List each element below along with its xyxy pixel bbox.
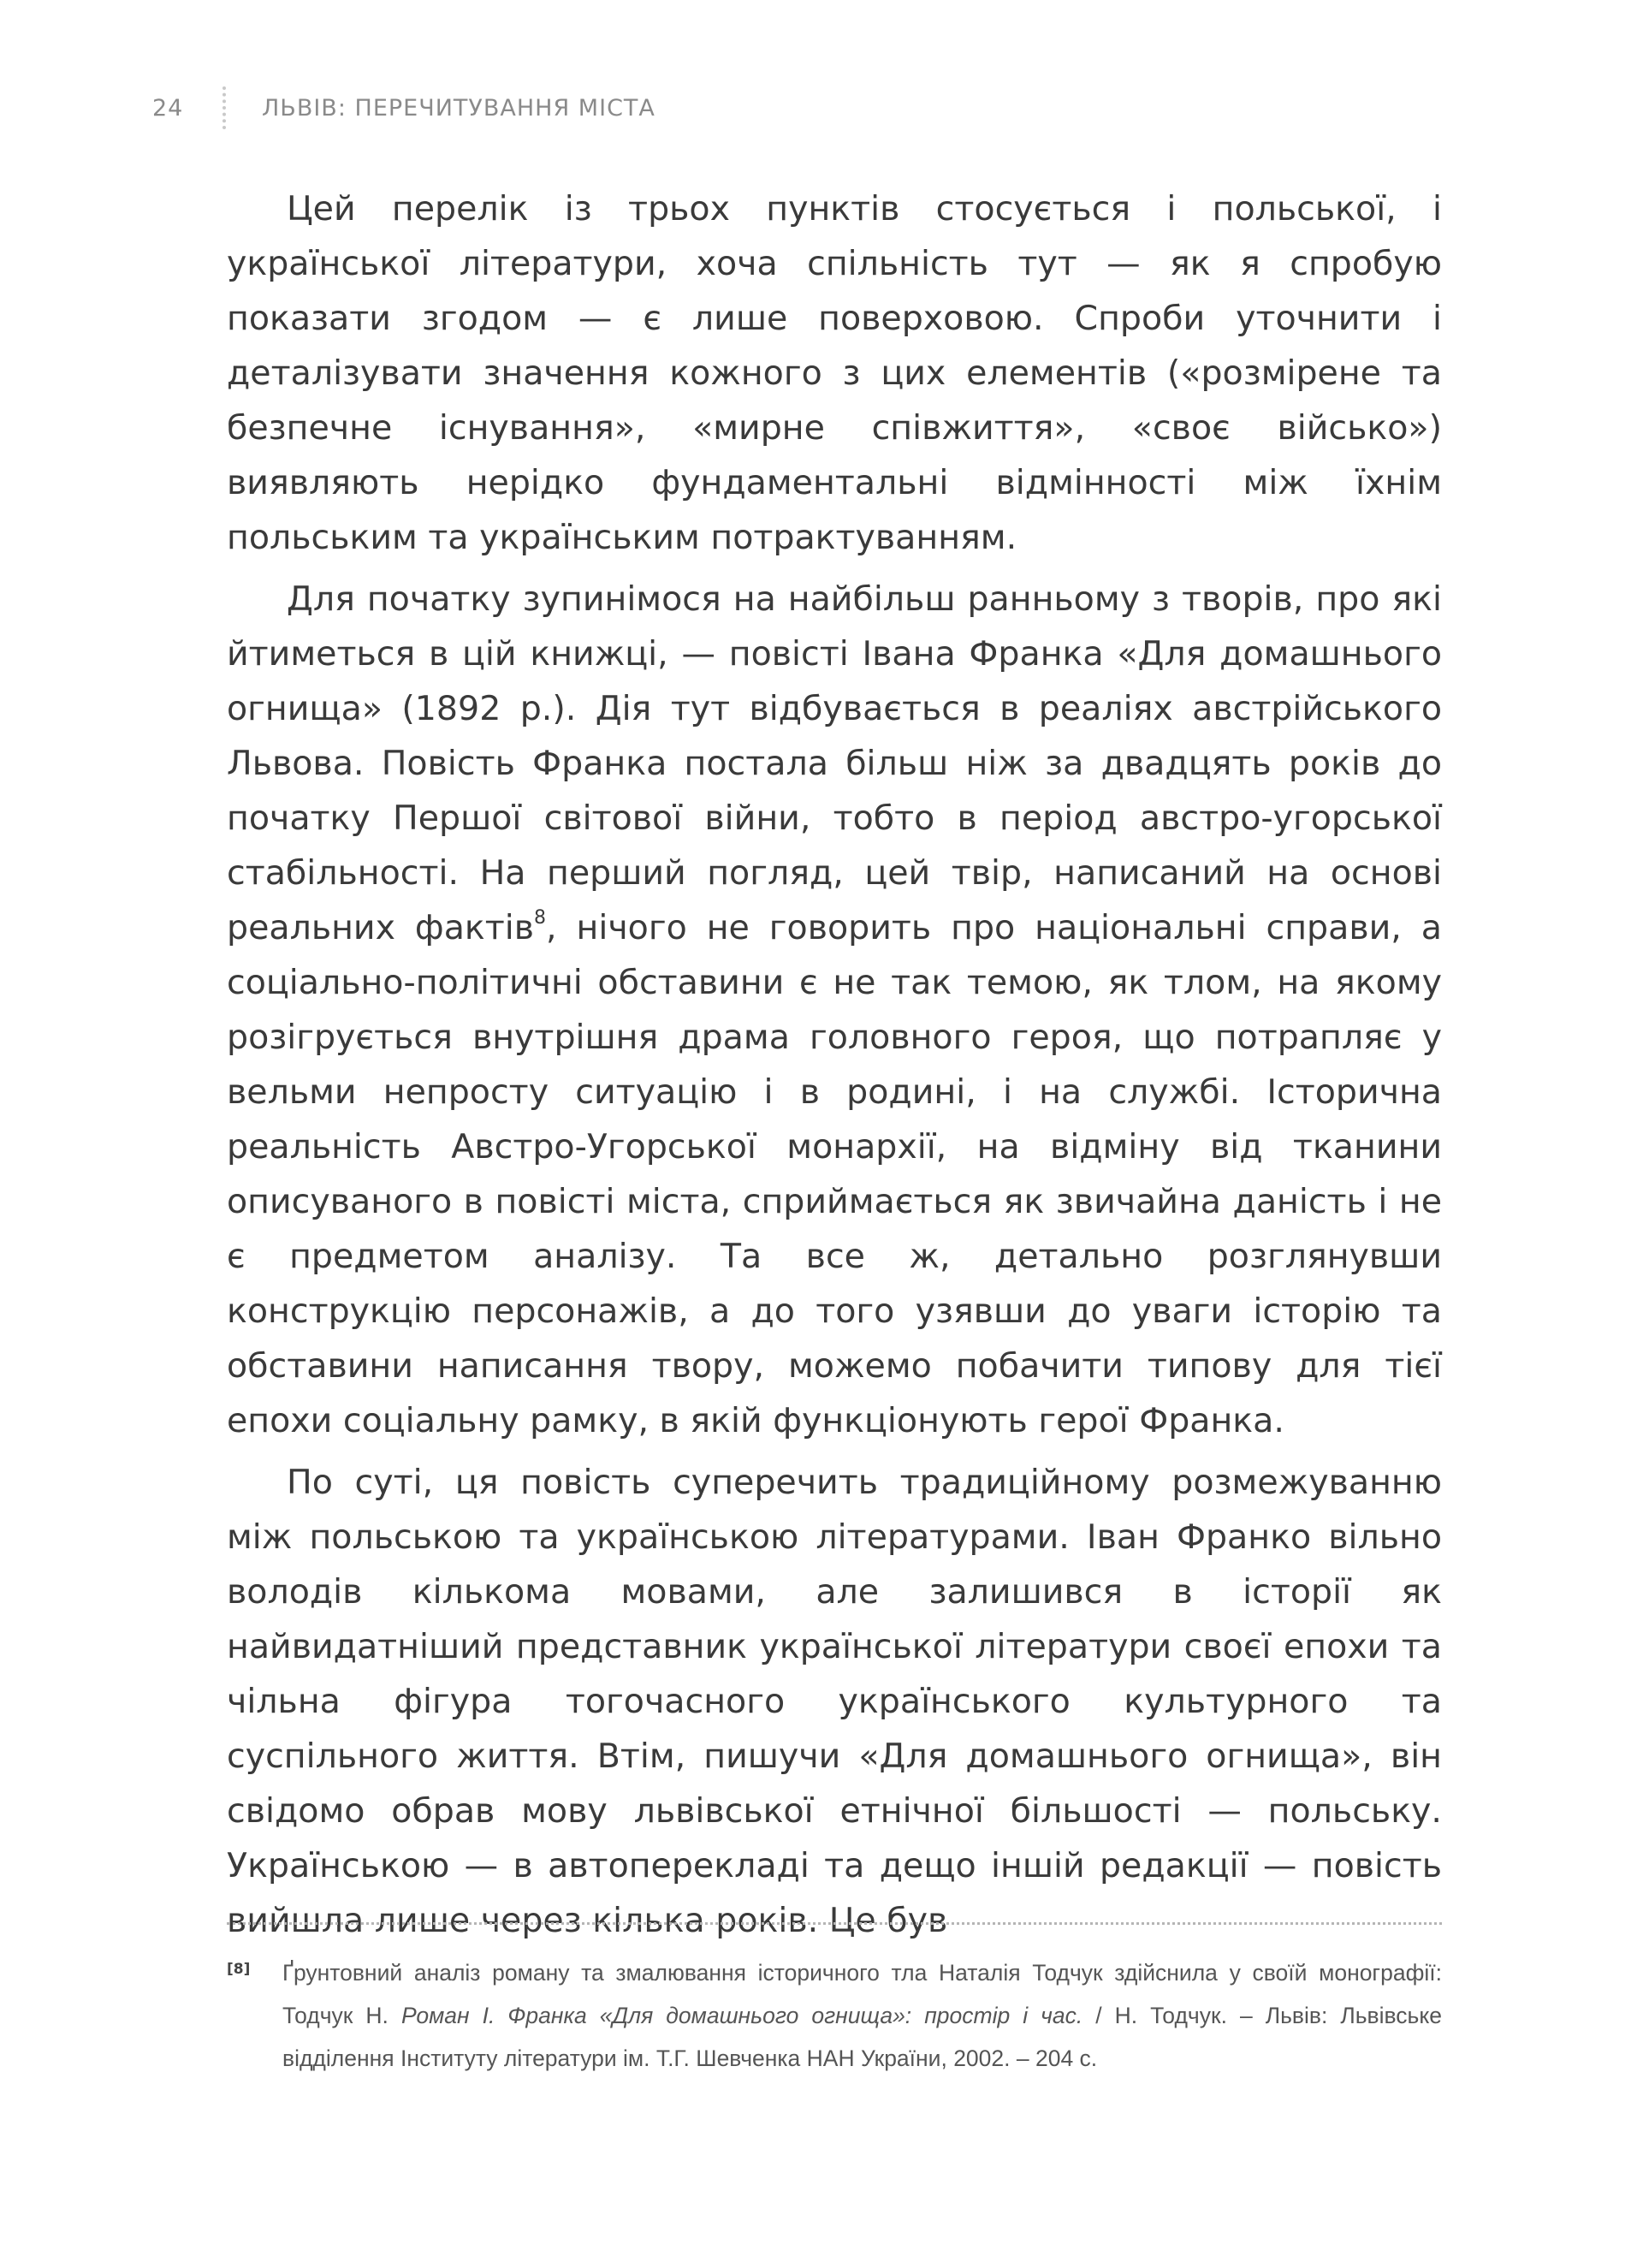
- footnote-book-title: Роман І. Франка «Для домашнього огнища»: простір і час.: [400, 2003, 1083, 2028]
- running-title: ЛЬВІВ: ПЕРЕЧИТУВАННЯ МІСТА: [262, 94, 655, 122]
- footnote-reference-8[interactable]: 8: [534, 907, 547, 929]
- footnote-text-a: Ґрунтовний аналіз роману та змалювання історичного тла Наталія Тодчук здійснила у своїй монографії: Тодчук Н.: [282, 1960, 1442, 2028]
- paragraph-2-text-a: Для початку зупинімося на найбільш ранньому з творів, про які йтиметься в цій книжці, — повісті Івана Франка «Для домашнього огнища» (1892 р.). Дія тут відбувається в реаліях австрійського Львова. Повість Франка постала більш ніж за двадцять років до початку Першої світової війни, тобто в період австро-угорської стабільності. На перший погляд, цей твір, написаний на основі реальних фактів: [227, 579, 1442, 947]
- footnote-text: [282, 1951, 1442, 2080]
- paragraph-2-text-b: , нічого не говорить про національні справи, а соціально-політичні обставини є не так темою, як тлом, на якому розігрується внутрішня драма головного героя, що потрапляє у вельми непросту ситуацію і в родині, і на службі. Історична реальність Австро-Угорської монархії, на відміну від тканини описуваного в повісті міста, сприймається як звичайна даність і не є предметом аналізу. Та все ж, детально розглянувши конструкцію персонажів, а до того узявши до уваги історію та обставини написання твору, можемо побачити типову для тієї епохи соціальну рамку, в якій функціонують герої Франка.: [227, 908, 1442, 1440]
- paragraph-2: [227, 572, 1442, 1448]
- page-number: 24: [152, 94, 184, 122]
- running-head: [152, 84, 655, 132]
- header-dotted-divider: [222, 86, 226, 129]
- footnote-dotted-separator: [227, 1922, 1442, 1925]
- paragraph-3: По суті, ця повість суперечить традиційному розмежуванню між польською та українською літературами. Іван Франко вільно володів кількома мовами, але залишився в історії як найвидатніший представник української літератури своєї епохи та чільна фігура тогочасного українського культурного та суспільного життя. Втім, пишучи «Для домашнього огнища», він свідомо обрав мову львівської етнічної більшості — польську. Українською — в автоперекладі та дещо іншій редакції — повість вийшла лише через кілька років. Це був: [227, 1463, 1442, 1940]
- paragraph-1: Цей перелік із трьох пунктів стосується і польської, і української літератури, хоча спільність тут — як я спробую показати згодом — є лише поверховою. Спроби уточнити і деталізувати значення кожного з цих елементів («розмірене та безпечне існування», «мирне співжиття», «своє військо») виявляють нерідко фундаментальні відмінності між їхнім польським та українським потрактуванням.: [227, 189, 1442, 557]
- main-text: [227, 181, 1442, 1955]
- footnote-8: [227, 1951, 1442, 2080]
- footnote-marker: [8]: [227, 1961, 251, 1978]
- footnote-text-b: / Н. Тодчук. – Львів: Львівське відділення Інституту літератури ім. Т.Г. Шевченка НАН України, 2002. – 204 с.: [282, 2003, 1442, 2071]
